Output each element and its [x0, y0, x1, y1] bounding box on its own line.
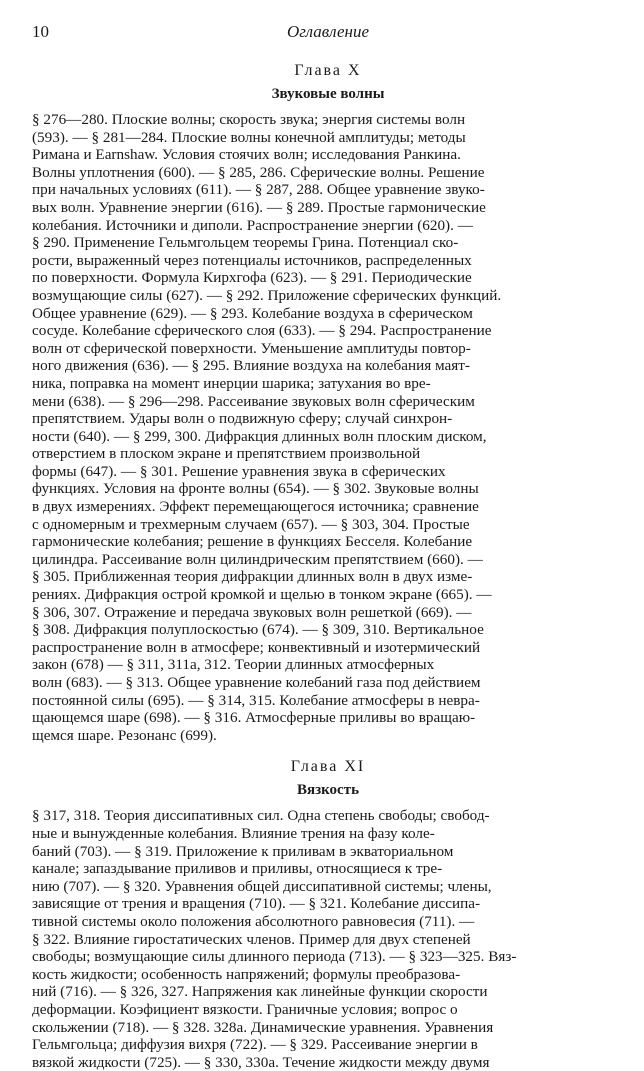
chapter-title: Вязкость — [296, 782, 360, 799]
contents-line: при начальных условиях (611). — § 287, 288. Общее уравнение звуко- — [32, 181, 485, 199]
contents-line: зависящие от трения и вращения (710). — § 321. Колебание диссипа- — [32, 895, 481, 913]
contents-line: в двух измерениях. Эффект перемещающегося источника; сравнение — [32, 498, 479, 516]
chapter-x — [32, 62, 624, 744]
contents-line: цилиндра. Рассеивание волн цилиндрическим препятствием (660). — — [32, 550, 483, 568]
contents-line: Гельмгольца; диффузия вихря (722). — § 329. Рассеивание энергии в — [32, 1036, 478, 1054]
contents-line: нию (707). — § 320. Уравнения общей диссипативной системы; члены, — [32, 877, 492, 895]
contents-line: рости, выраженный через потенциалы источников, распределенных — [32, 251, 472, 269]
contents-line: кость жидкости; особенность напряжений; формулы преобразова- — [32, 965, 461, 983]
contents-line: ний (716). — § 326, 327. Напряжения как линейные функции скорости — [32, 983, 488, 1001]
contents-line: щающемся шаре (698). — § 316. Атмосферные приливы во вращаю- — [32, 709, 476, 727]
contents-line: § 308. Дифракция полуплоскостью (674). — § 309, 310. Вертикальное — [32, 621, 484, 639]
contents-line: канале; запаздывание приливов и приливы, относящиеся к тре- — [32, 860, 443, 878]
contents-line: § 306, 307. Отражение и передача звуковых волн решеткой (669). — — [32, 603, 472, 621]
contents-line: сосуде. Колебание сферического слоя (633). — § 294. Распространение — [32, 322, 492, 340]
contents-line: гармонические колебания; решение в функциях Бесселя. Колебание — [32, 533, 473, 551]
contents-line: скольжении (718). — § 328. 328а. Динамические уравнения. Уравнения — [32, 1018, 494, 1036]
contents-line: вых волн. Уравнение энергии (616). — § 289. Простые гармонические — [32, 198, 486, 216]
contents-line: § 322. Влияние гиростатических членов. Пример для двух степеней — [32, 930, 471, 948]
contents-line: закон (678) — § 311, 311а, 312. Теории длинных атмосферных — [32, 656, 435, 674]
chapter-contents-text — [32, 111, 624, 744]
contents-line: постоянной силы (695). — § 314, 315. Колебание атмосферы в невра- — [32, 691, 480, 709]
chapter-contents-text — [32, 807, 624, 1071]
contents-line: возмущающие силы (627). — § 292. Приложение сферических функций. — [32, 286, 502, 304]
contents-line: отверстием в плоском экране и препятствием произвольной — [32, 445, 421, 463]
contents-line: § 276—280. Плоские волны; скорость звука; энергия системы волн — [32, 111, 466, 128]
contents-line: свободы; возмущающие силы длинного периода (713). — § 323—325. Вяз- — [32, 948, 517, 966]
contents-line: рениях. Дифракция острой кромкой и щелью в тонком экране (665). — — [32, 586, 492, 604]
contents-line: препятствием. Удары волн о подвижную сферу; случай синхрон- — [32, 410, 453, 428]
contents-line: волн (683). — § 313. Общее уравнение колебаний газа под действием — [32, 674, 481, 691]
contents-line: § 305. Приближенная теория дифракции длинных волн в двух изме- — [32, 568, 473, 586]
contents-line: § 317, 318. Теория диссипативных сил. Одна степень свободы; свобод- — [32, 807, 490, 825]
contents-line: мени (638). — § 296—298. Рассеивание звуковых волн сферическим — [32, 392, 475, 410]
contents-line: ного движения (636). — § 295. Влияние воздуха на колебания маят- — [32, 357, 470, 375]
contents-line: ные и вынужденные колебания. Влияние трения на фазу коле- — [32, 824, 435, 842]
contents-line: Римана и Earnshaw. Условия стоячих волн; исследования Ранкина. — [32, 146, 461, 164]
contents-line: с одномерным и трехмерным случаем (657). — § 303, 304. Простые — [32, 515, 470, 533]
contents-line: § 290. Применение Гельмгольцем теоремы Грина. Потенциал ско- — [32, 234, 459, 252]
contents-line: ности (640). — § 299, 300. Дифракция длинных волн плоским диском, — [32, 427, 487, 445]
contents-line: функциях. Условия на фронте волны (654). — § 302. Звуковые волны — [32, 480, 479, 498]
contents-line: тивной системы около положения абсолютного равновесия (711). — — [32, 912, 475, 930]
contents-line: ника, поправка на момент инерции шарика; затухания во вре- — [32, 374, 431, 392]
contents-line: деформации. Коэфициент вязкости. Граничные условия; вопрос о — [32, 1000, 458, 1018]
chapter-xi — [32, 758, 624, 1071]
contents-line: Общее уравнение (629). — § 293. Колебание воздуха в сферическом — [32, 304, 473, 322]
contents-line: Волны уплотнения (600). — § 285, 286. Сферические волны. Решение — [32, 163, 485, 181]
chapter-label: Глава XI — [290, 758, 366, 776]
page-number: 10 — [32, 22, 49, 41]
contents-line: колебания. Источники и диполи. Распространение энергии (620). — — [32, 216, 473, 234]
contents-line: баний (703). — § 319. Приложение к приливам в экваториальном — [32, 842, 454, 860]
contents-line: щемся шаре. Резонанс (699). — [32, 726, 217, 744]
contents-line: распространение волн в атмосфере; конвективный и изотермический — [32, 638, 481, 656]
chapter-title: Звуковые волны — [271, 86, 385, 102]
running-title: Оглавление — [286, 22, 370, 41]
contents-line: по поверхности. Формула Кирхгофа (623). — § 291. Периодические — [32, 269, 472, 287]
contents-line: вязкой жидкости (725). — § 330, 330а. Течение жидкости между двумя — [32, 1053, 490, 1071]
contents-line: формы (647). — § 301. Решение уравнения звука в сферических — [32, 462, 446, 480]
contents-line: (593). — § 281—284. Плоские волны конечной амплитуды; методы — [32, 128, 466, 146]
page-header — [32, 22, 624, 52]
chapter-label: Глава X — [294, 62, 362, 79]
contents-line: волн от сферической поверхности. Уменьшение амплитуды повтор- — [32, 339, 471, 357]
